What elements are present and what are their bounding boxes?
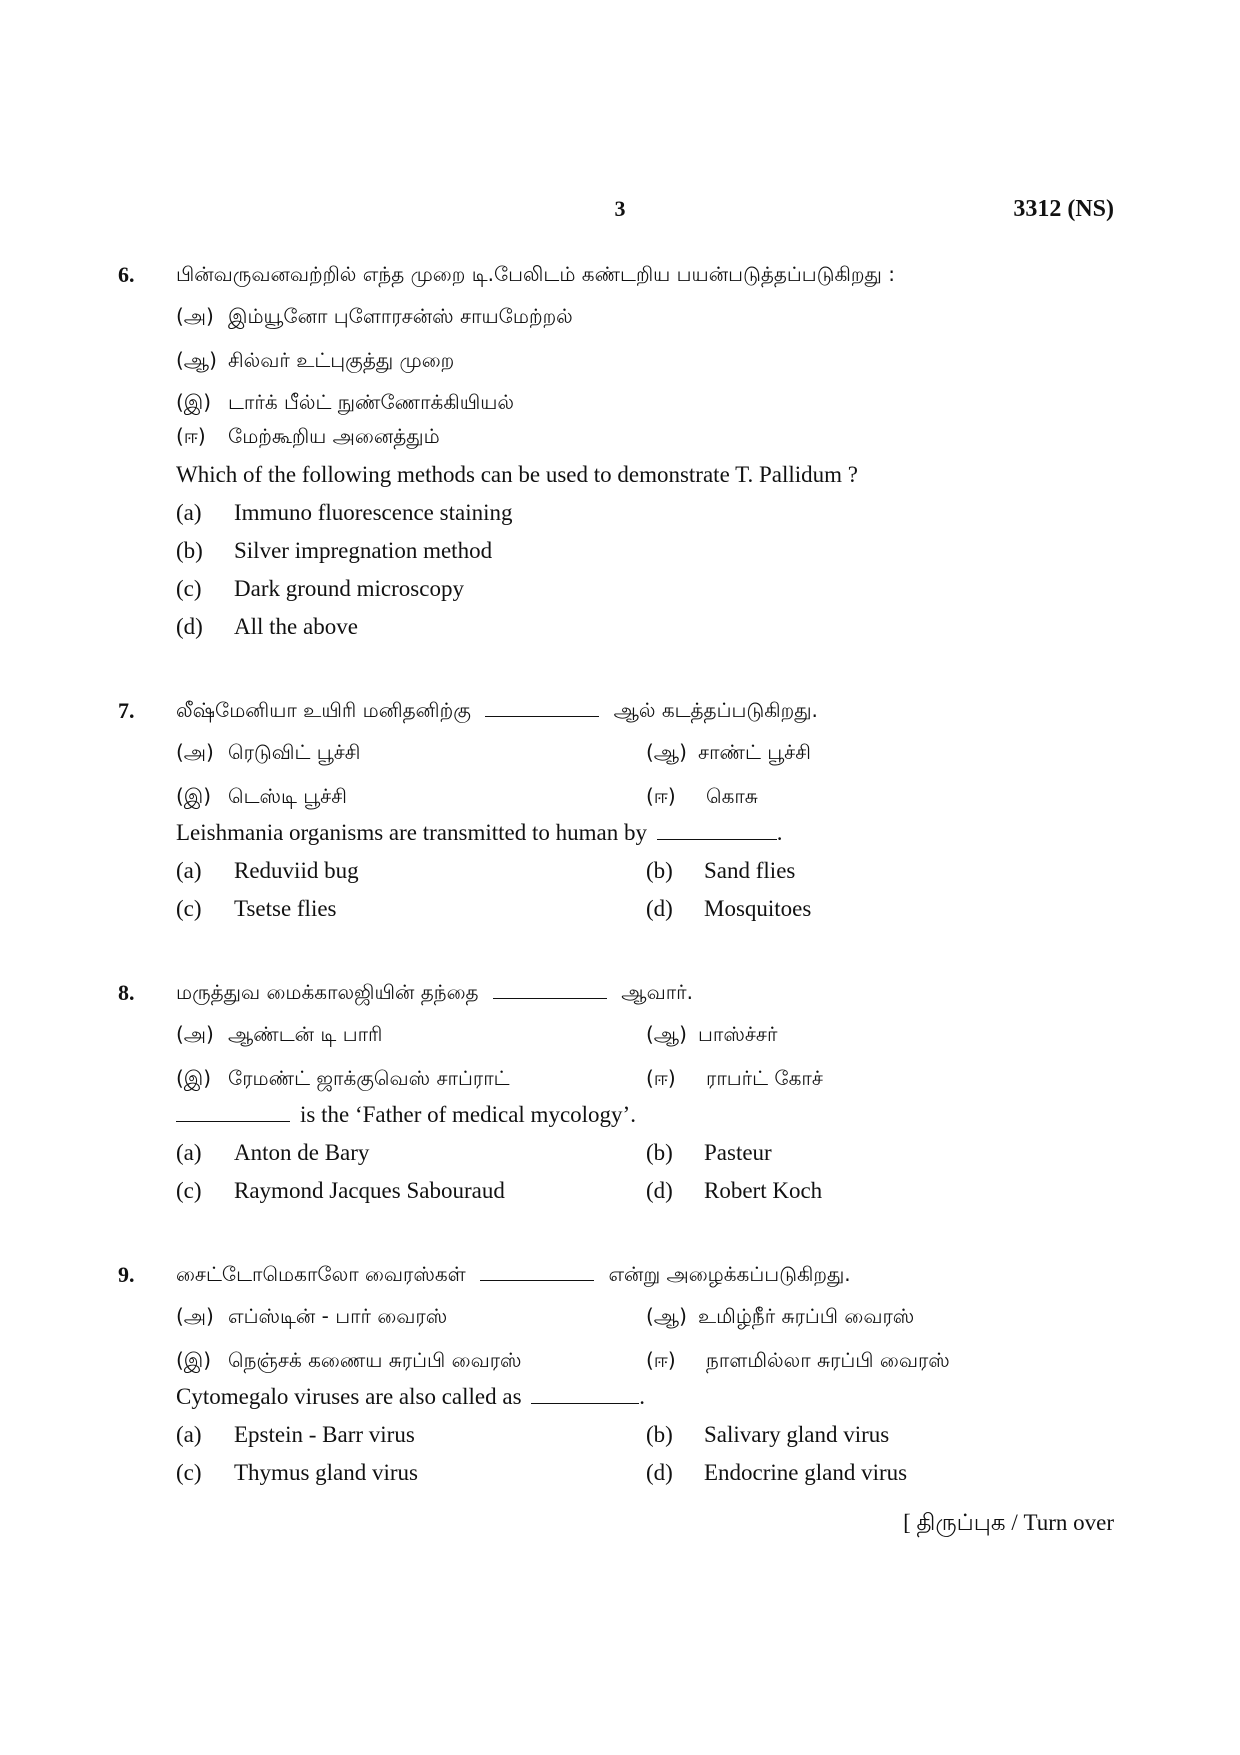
answer-blank [480, 1279, 594, 1281]
option-text: உமிழ்நீர் சுரப்பி வைரஸ் [698, 1304, 915, 1328]
option-label: (b) [646, 858, 673, 883]
option-text: இம்யூனோ புளோரசன்ஸ் சாயமேற்றல் [228, 304, 573, 328]
tamil-option [646, 1022, 777, 1049]
question-tamil [176, 980, 693, 1007]
option-text: Raymond Jacques Sabouraud [234, 1178, 505, 1203]
question-text-start: Leishmania organisms are transmitted to human by [176, 820, 647, 845]
tamil-option [176, 1348, 522, 1375]
english-option [176, 858, 359, 884]
option-label: (இ) [176, 1348, 212, 1372]
option-label: (இ) [176, 784, 212, 808]
question-english [176, 1384, 645, 1410]
option-label: (a) [176, 1422, 202, 1447]
option-label: (ஈ) [176, 424, 206, 448]
option-text: நெஞ்சக் கணைய சுரப்பி வைரஸ் [228, 1348, 522, 1372]
question-number: 7. [118, 698, 135, 723]
english-option [646, 1460, 907, 1486]
option-label: (d) [646, 1178, 673, 1203]
option-label: (ஈ) [646, 1348, 676, 1372]
option-label: (இ) [176, 1066, 212, 1090]
option-text: ஆண்டன் டி பாரி [228, 1022, 383, 1046]
option-text: Thymus gland virus [234, 1460, 418, 1485]
option-text: Epstein - Barr virus [234, 1422, 415, 1447]
tamil-option [176, 740, 360, 767]
option-label: (c) [176, 576, 202, 601]
tamil-option [646, 740, 811, 767]
option-label: (a) [176, 500, 202, 525]
question-tamil: பின்வருவனவற்றில் எந்த முறை டி.பேலிடம் கண்டறிய பயன்படுத்தப்படுகிறது : [176, 262, 895, 286]
tamil-option [176, 424, 440, 451]
option-text: டெஸ்டி பூச்சி [228, 784, 347, 808]
option-label: (b) [176, 538, 203, 563]
option-label: (இ) [176, 390, 212, 414]
option-text: Mosquitoes [704, 896, 812, 921]
option-label: (c) [176, 1178, 202, 1203]
english-option [176, 1422, 415, 1448]
option-text: Sand flies [704, 858, 796, 883]
option-label: (ஆ) [646, 740, 687, 764]
english-option [176, 538, 492, 564]
option-label: (a) [176, 858, 202, 883]
english-option [646, 1422, 889, 1448]
option-text: எப்ஸ்டின் - பார் வைரஸ் [228, 1304, 448, 1328]
option-text: Tsetse flies [234, 896, 337, 921]
english-option [176, 1178, 505, 1204]
option-text: பாஸ்ச்சர் [698, 1022, 778, 1046]
option-label: (d) [646, 1460, 673, 1485]
question-english: Which of the following methods can be used to demonstrate T. Pallidum ? [176, 462, 858, 487]
option-text: நாளமில்லா சுரப்பி வைரஸ் [706, 1348, 950, 1372]
english-option [646, 858, 795, 884]
tamil-option [176, 390, 514, 417]
page-number: 3 [614, 196, 626, 221]
option-text: Reduviid bug [234, 858, 359, 883]
option-label: (அ) [176, 740, 214, 764]
question-text-end: ஆல் கடத்தப்படுகிறது. [613, 698, 818, 722]
english-option [176, 1460, 418, 1486]
tamil-option [646, 1304, 914, 1331]
question-text-end: ஆவார். [621, 980, 693, 1004]
question-text-start: Cytomegalo viruses are also called as [176, 1384, 522, 1409]
question-text-end: . [776, 820, 783, 845]
turn-over-note: [ திருப்புக / Turn over [903, 1510, 1114, 1535]
option-text: Pasteur [704, 1140, 772, 1165]
english-option [646, 1140, 772, 1166]
option-text: மேற்கூறிய அனைத்தும் [228, 424, 440, 448]
option-text: டார்க் பீல்ட் நுண்ணோக்கியியல் [228, 390, 515, 414]
question-number: 9. [118, 1262, 135, 1287]
english-option [176, 896, 337, 922]
tamil-option [176, 1022, 382, 1049]
tamil-option [646, 1348, 950, 1375]
option-text: Anton de Bary [234, 1140, 370, 1165]
tamil-option [646, 784, 758, 811]
answer-blank [531, 1402, 639, 1404]
option-text: ரெடுவிட் பூச்சி [228, 740, 361, 764]
option-label: (அ) [176, 1304, 214, 1328]
option-text: Salivary gland virus [704, 1422, 890, 1447]
question-text-start: மருத்துவ மைக்காலஜியின் தந்தை [176, 980, 479, 1004]
answer-blank [485, 715, 599, 717]
option-text: ராபர்ட் கோச் [706, 1066, 823, 1090]
option-text: சாண்ட் பூச்சி [698, 740, 811, 764]
tamil-option [176, 304, 573, 331]
question-english [176, 820, 782, 846]
option-label: (ஈ) [646, 1066, 676, 1090]
english-option [176, 576, 464, 602]
english-option [646, 1178, 822, 1204]
tamil-option [176, 1066, 510, 1093]
question-english [176, 1102, 636, 1128]
answer-blank [176, 1120, 290, 1122]
option-label: (d) [176, 614, 203, 639]
paper-code: 3312 (NS) [1013, 196, 1114, 222]
english-option [176, 614, 358, 640]
option-text: கொசு [706, 784, 758, 808]
option-label: (ஆ) [176, 348, 217, 372]
option-label: (ஆ) [646, 1022, 687, 1046]
tamil-option [176, 1304, 447, 1331]
option-text: Immuno fluorescence staining [234, 500, 513, 525]
option-label: (d) [646, 896, 673, 921]
option-text: சில்வர் உட்புகுத்து முறை [228, 348, 455, 372]
option-label: (b) [646, 1422, 673, 1447]
answer-blank [493, 997, 607, 999]
option-label: (அ) [176, 1022, 214, 1046]
option-label: (c) [176, 1460, 202, 1485]
tamil-option [176, 784, 347, 811]
option-text: Silver impregnation method [234, 538, 493, 563]
question-text-end: என்று அழைக்கப்படுகிறது. [608, 1262, 851, 1286]
question-text-start: லீஷ்மேனியா உயிரி மனிதனிற்கு [176, 698, 471, 722]
answer-blank [657, 838, 777, 840]
option-label: (அ) [176, 304, 214, 328]
question-text-end: . [639, 1384, 646, 1409]
question-tamil [176, 1262, 851, 1289]
question-text-end: is the ‘Father of medical mycology’. [300, 1102, 636, 1127]
option-text: Endocrine gland virus [704, 1460, 908, 1485]
option-label: (ஈ) [646, 784, 676, 808]
option-label: (b) [646, 1140, 673, 1165]
option-label: (a) [176, 1140, 202, 1165]
english-option [176, 1140, 369, 1166]
option-label: (ஆ) [646, 1304, 687, 1328]
option-label: (c) [176, 896, 202, 921]
question-number: 6. [118, 262, 135, 287]
question-text-start: சைட்டோமெகாலோ வைரஸ்கள் [176, 1262, 466, 1286]
option-text: ரேமண்ட் ஜாக்குவெஸ் சாப்ராட் [228, 1066, 510, 1090]
english-option [176, 500, 512, 526]
english-option [646, 896, 811, 922]
tamil-option [176, 348, 454, 375]
question-number: 8. [118, 980, 135, 1005]
option-text: All the above [234, 614, 358, 639]
option-text: Dark ground microscopy [234, 576, 464, 601]
question-tamil [176, 698, 818, 725]
option-text: Robert Koch [704, 1178, 823, 1203]
tamil-option [646, 1066, 823, 1093]
